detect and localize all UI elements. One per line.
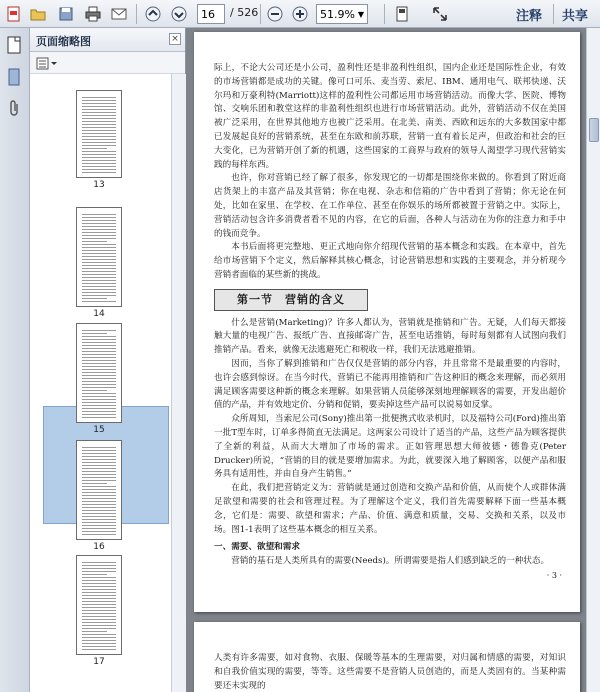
close-icon[interactable]: × xyxy=(169,33,181,45)
page-thumbnail[interactable] xyxy=(76,207,122,307)
email-icon[interactable] xyxy=(108,3,130,24)
paragraph: 营销的基石是人类所具有的需要(Needs)。所谓需要是指人们感到缺乏的一种状态。 xyxy=(231,556,550,567)
share-button[interactable]: 共享 xyxy=(562,9,589,24)
thumbnail-scrollbar[interactable] xyxy=(171,74,186,692)
expand-icon[interactable] xyxy=(429,3,451,24)
page-thumbnail[interactable] xyxy=(76,440,122,540)
total-pages-label: / 526 xyxy=(230,6,259,19)
page-number-footer: · 3 · xyxy=(546,570,562,580)
document-page-next xyxy=(194,622,580,692)
thumbnail-page-label: 14 xyxy=(93,309,105,319)
create-pdf-icon[interactable] xyxy=(3,3,25,24)
thumbnails-icon[interactable] xyxy=(6,36,22,58)
open-icon[interactable] xyxy=(27,3,49,24)
paragraph: 也许，你对营销已经了解了很多，你发现它的一切都是围绕你来做的。你看到了附近商店货架上的丰富产品及其营销；你在电视、杂志和信箱的广告中看到了营销；你无论在何处，比如在家里、在学校、在工作单位、甚至在你娱乐的场所都被置于营销之中。实际上，营销活动包含许多消费者看不见的内容，在它的后面，各种人与活动在为你的注意力和手中的钱而竞争。 xyxy=(214,173,566,239)
bookmarks-icon[interactable] xyxy=(6,68,22,90)
page-number-input[interactable]: 16 xyxy=(197,4,225,24)
paragraph: 本书后面将更完整地、更正式地向你介绍现代营销的基本概念和实践。在本章中，首先给市场营销下个定义，然后解释其核心概念，讨论营销思想和实践的主要观念，并分析现今营销者面临的某些新的挑战。 xyxy=(214,242,566,280)
section-heading: 第一节 营销的含义 xyxy=(214,289,368,311)
page-body xyxy=(214,652,566,692)
page-thumbnail[interactable] xyxy=(76,555,122,655)
paragraph: 际上，不论大公司还是小公司，盈利性还是非盈利性组织，国内企业还是国际性企业，有效的市场营销都是成功的关键。像可口可乐、麦当劳、索尼、IBM、通用电气、联邦快递、沃尔玛和万豪利特(Marriott)这样的盈利性公司都运用市场营销活动。而像大学、医院、博物馆、交响乐团和教堂这样的非盈利性组织也进行市场营销活动。此外，营销活动不仅在美国被广泛采用，在世界其他地方也被广泛采用。在北美、南美、西欧和远东的大多数国家中都已发展起良好的营销系统，甚至在东欧和前苏联，营销一直有着长足声，但政治和社会的巨大变化，已为营销开创了新的机遇，这些国家的工商界与政府的领导人渴望学习现代营销实践的每样东西。 xyxy=(214,63,566,170)
chevron-down-icon: ▼ xyxy=(357,9,364,19)
document-view[interactable] xyxy=(186,28,586,692)
paragraph: 在此，我们把营销定义为：营销就是通过创造和交换产品和价值，从而使个人或群体满足欲望和需要的社会和管理过程。为了理解这个定义，我们首先需要解释下面一些基本概念，它们是：需要、欲望和需求；产品、价值、满意和质量，交易、交换和关系，以及市场。图1-1表明了这些基本概念的相互关系。 xyxy=(214,483,566,535)
thumbnail-page-label: 15 xyxy=(93,425,105,435)
thumbnail-page-label: 17 xyxy=(93,657,105,667)
zoom-in-icon[interactable] xyxy=(289,3,311,24)
zoom-value: 51.9% xyxy=(320,7,355,21)
paragraph: 众所周知，当索尼公司(Sony)推出第一批便携式收录机时，以及福特公司(Ford)推出第一批T型车时，订单多得简直无法满足。这两家公司设计了适当的产品，这些产品为顾客提供了全新的利益，从而大大增加了市场的需求。正如管理思想大师彼德・德鲁克(Peter Drucker)所说，“营销的目的就是要增加需求。为此，就要深入地了解顾客，以便产品和服务具有适用性，并由自身产生销售。” xyxy=(214,414,566,480)
annotate-button[interactable]: 注释 xyxy=(516,9,543,24)
thumbnail-page-label: 13 xyxy=(93,180,105,190)
attachments-icon[interactable] xyxy=(6,100,22,122)
page-fit-icon[interactable] xyxy=(391,3,413,24)
paragraph: 人类有许多需要，如对食物、衣服、保暖等基本的生理需要，对归属和情感的需要，对知识和自我价值实现的需要，等等。这些需要不是营销人员创造的，而是人类固有的。当某种需要还未实现的 xyxy=(214,653,566,691)
paragraph: 因而，当你了解到推销和广告仅仅是营销的部分内容，并且常常不是最重要的内容时，也许会感到惊讶。在当今时代，营销已不能再用推销和广告这种旧的概念来理解，而必须用满足顾客需要这种新的概念来理解。如果营销人员能够深刻地理解顾客的需要，开发出超价值的产品，并有效地定价、分销和促销，要卖掉这些产品可以说易如反掌。 xyxy=(214,358,566,411)
page-body xyxy=(214,62,566,583)
page-thumbnail[interactable] xyxy=(76,90,122,178)
sub-heading: 一、需要、欲望和需求 xyxy=(214,542,300,553)
thumbnail-page-label: 16 xyxy=(93,542,105,552)
paragraph: 什么是营销(Marketing)？许多人都认为，营销就是推销和广告。无疑，人们每天都接触大量的电视广告、报纸广告、直接邮寄广告，甚至电话推销，每时每刻都有人试图向我们推销产品。看来，就像无法逃避死亡和税收一样，我们无法逃避推销。 xyxy=(214,317,566,356)
zoom-out-icon[interactable] xyxy=(264,3,286,24)
save-icon[interactable] xyxy=(55,3,77,24)
print-icon[interactable] xyxy=(82,3,104,24)
panel-toolbar xyxy=(30,52,185,74)
document-scrollbar[interactable] xyxy=(586,28,600,692)
page-thumbnail[interactable] xyxy=(76,323,122,423)
panel-title: 页面缩略图 xyxy=(36,35,91,48)
page-down-icon[interactable] xyxy=(168,3,190,24)
page-up-icon[interactable] xyxy=(142,3,164,24)
scrollbar-thumb[interactable] xyxy=(589,118,599,142)
document-page xyxy=(194,32,580,612)
options-icon[interactable] xyxy=(36,56,58,75)
zoom-level-select[interactable] xyxy=(316,4,368,24)
main-toolbar xyxy=(0,0,600,28)
navigation-strip xyxy=(0,28,30,692)
panel-header xyxy=(30,28,185,52)
